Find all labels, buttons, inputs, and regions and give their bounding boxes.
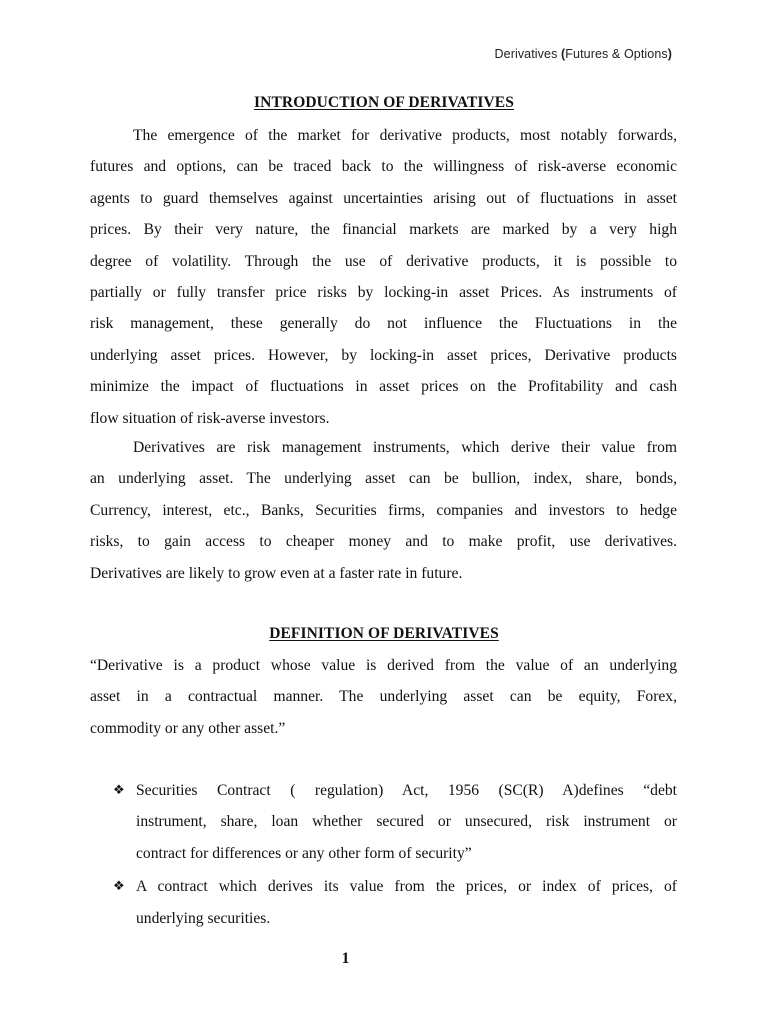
text-line: commodity or any other asset.”	[90, 719, 286, 737]
intro-paragraph-1	[90, 120, 677, 434]
running-header	[495, 47, 672, 61]
text-line: Derivatives are risk management instruments, which derive their value from	[133, 439, 677, 456]
text-line: agents to guard themselves against uncertainties arising out of fluctuations in asset	[90, 189, 677, 207]
list-item	[113, 775, 677, 869]
diamond-bullet-icon: ❖	[113, 879, 125, 895]
text-line: prices. By their very nature, the financial markets are marked by a very high	[90, 221, 677, 239]
text-line: Derivatives are likely to grow even at a faster rate in future.	[90, 564, 463, 582]
header-subtitle: Futures & Options	[565, 47, 668, 61]
text-line: A contract which derives its value from the prices, or index of prices, of	[136, 878, 677, 896]
text-line: “Derivative is a product whose value is derived from the value of an underlying	[90, 657, 677, 674]
header-paren-open: (	[561, 47, 566, 61]
intro-heading: INTRODUCTION OF DERIVATIVES	[254, 94, 514, 111]
definition-paragraph	[90, 650, 677, 744]
list-item	[113, 871, 677, 934]
text-line: flow situation of risk-averse investors.	[90, 409, 330, 427]
text-line: contract for differences or any other form of security”	[136, 844, 472, 862]
text-line: instrument, share, loan whether secured or unsecured, risk instrument or	[136, 813, 677, 831]
text-line: asset in a contractual manner. The underlying asset can be equity, Forex,	[90, 688, 677, 706]
text-line: degree of volatility. Through the use of derivative products, it is possible to	[90, 252, 677, 270]
text-line: underlying securities.	[136, 909, 271, 927]
text-line: futures and options, can be traced back to the willingness of risk-averse economic	[90, 158, 677, 176]
text-line: risks, to gain access to cheaper money and to make profit, use derivatives.	[90, 533, 677, 551]
definition-heading: DEFINITION OF DERIVATIVES	[269, 625, 499, 642]
text-line: Securities Contract ( regulation) Act, 1956 (SC(R) A)defines “debt	[136, 782, 677, 799]
header-title: Derivatives	[494, 47, 562, 61]
text-line: risk management, these generally do not influence the Fluctuations in the	[90, 315, 677, 333]
definition-bullet-list	[113, 775, 677, 936]
header-paren-close: )	[667, 47, 672, 61]
text-line: an underlying asset. The underlying asset can be bullion, index, share, bonds,	[90, 470, 677, 488]
intro-paragraph-2	[90, 432, 677, 589]
text-line: underlying asset prices. However, by locking-in asset prices, Derivative products	[90, 346, 677, 364]
text-line: partially or fully transfer price risks by locking-in asset Prices. As instruments of	[90, 283, 677, 301]
page-number: 1	[341, 950, 350, 967]
text-line: minimize the impact of fluctuations in asset prices on the Profitability and cash	[90, 378, 677, 396]
text-line: Currency, interest, etc., Banks, Securities firms, companies and investors to hedge	[90, 501, 677, 519]
text-line: The emergence of the market for derivative products, most notably forwards,	[133, 127, 677, 144]
diamond-bullet-icon: ❖	[113, 783, 125, 798]
